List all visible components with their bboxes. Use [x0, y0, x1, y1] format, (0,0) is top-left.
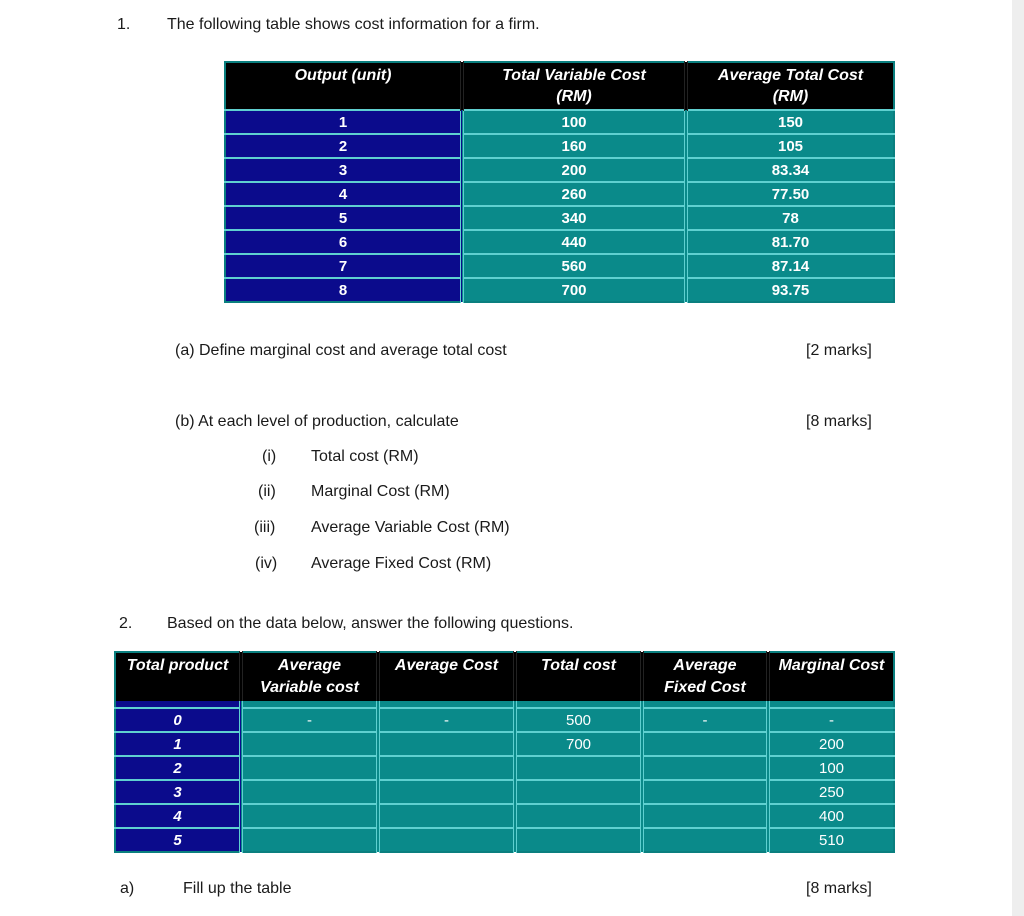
mc-cell: 250 — [768, 780, 894, 804]
tvc-cell: 440 — [462, 230, 686, 254]
ac-cell — [378, 804, 515, 828]
output-cell: 3 — [225, 158, 462, 182]
atc-cell: 81.70 — [686, 230, 894, 254]
atc-cell: 93.75 — [686, 278, 894, 302]
ac-cell: - — [378, 708, 515, 732]
question-1a-text: (a) Define marginal cost and average total cost — [175, 342, 507, 359]
page-edge — [1012, 0, 1024, 916]
tc-cell — [515, 756, 642, 780]
question-2-intro: Based on the data below, answer the following questions. — [167, 615, 574, 632]
subitem-number: (iii) — [254, 519, 276, 536]
afc-cell — [642, 780, 768, 804]
ac-cell — [378, 732, 515, 756]
avc-cell — [241, 804, 378, 828]
table-row — [225, 134, 894, 158]
header-average-total-cost: Average Total Cost (RM) — [686, 62, 894, 110]
header-output: Output (unit) — [225, 62, 462, 110]
tvc-cell: 100 — [462, 110, 686, 134]
total-product-cell: 2 — [115, 756, 241, 780]
question-2a-text: Fill up the table — [183, 880, 292, 897]
avc-cell: - — [241, 708, 378, 732]
question-1-number: 1. — [117, 16, 131, 33]
table-spacer-row — [115, 701, 894, 708]
cost-table — [224, 61, 895, 303]
output-cell: 5 — [225, 206, 462, 230]
atc-cell: 150 — [686, 110, 894, 134]
output-cell: 2 — [225, 134, 462, 158]
product-cost-table-header — [115, 652, 894, 701]
question-1b-marks: [8 marks] — [806, 413, 872, 430]
atc-cell: 105 — [686, 134, 894, 158]
question-2-number: 2. — [119, 615, 133, 632]
tvc-cell: 340 — [462, 206, 686, 230]
tc-cell — [515, 828, 642, 852]
header-average-fixed-cost: Average Fixed Cost — [642, 652, 768, 701]
tvc-cell: 200 — [462, 158, 686, 182]
output-cell: 7 — [225, 254, 462, 278]
afc-cell — [642, 828, 768, 852]
ac-cell — [378, 828, 515, 852]
avc-cell — [241, 780, 378, 804]
subitem-number: (ii) — [258, 483, 276, 500]
table-row — [225, 110, 894, 134]
mc-cell: 400 — [768, 804, 894, 828]
afc-cell — [642, 804, 768, 828]
tvc-cell: 560 — [462, 254, 686, 278]
output-cell: 8 — [225, 278, 462, 302]
table-row — [225, 254, 894, 278]
mc-cell: - — [768, 708, 894, 732]
output-cell: 4 — [225, 182, 462, 206]
tc-cell — [515, 780, 642, 804]
header-total-cost: Total cost — [515, 652, 642, 701]
atc-cell: 83.34 — [686, 158, 894, 182]
table-row — [225, 278, 894, 302]
mc-cell: 100 — [768, 756, 894, 780]
question-1a-marks: [2 marks] — [806, 342, 872, 359]
product-cost-table — [114, 651, 895, 853]
afc-cell: - — [642, 708, 768, 732]
total-product-cell: 5 — [115, 828, 241, 852]
atc-cell: 87.14 — [686, 254, 894, 278]
table-row — [115, 828, 894, 852]
atc-cell: 78 — [686, 206, 894, 230]
tc-cell: 500 — [515, 708, 642, 732]
subitem-text: Marginal Cost (RM) — [311, 483, 450, 500]
total-product-cell: 3 — [115, 780, 241, 804]
header-average-variable-cost: Average Variable cost — [241, 652, 378, 701]
afc-cell — [642, 756, 768, 780]
avc-cell — [241, 732, 378, 756]
subitem-number: (i) — [262, 448, 277, 465]
header-total-product: Total product — [115, 652, 241, 701]
ac-cell — [378, 756, 515, 780]
afc-cell — [642, 732, 768, 756]
question-2a-marks: [8 marks] — [806, 880, 872, 897]
question-1b-text: (b) At each level of production, calculate — [175, 413, 459, 430]
question-1-intro: The following table shows cost information for a firm. — [167, 16, 540, 33]
tc-cell: 700 — [515, 732, 642, 756]
question-2a-label: a) — [120, 880, 135, 897]
table-row — [115, 780, 894, 804]
avc-cell — [241, 828, 378, 852]
table-row — [115, 732, 894, 756]
tc-cell — [515, 804, 642, 828]
mc-cell: 200 — [768, 732, 894, 756]
subitem-number: (iv) — [255, 555, 278, 572]
header-total-variable-cost: Total Variable Cost (RM) — [462, 62, 686, 110]
table-row — [115, 708, 894, 732]
avc-cell — [241, 756, 378, 780]
header-average-cost: Average Cost — [378, 652, 515, 701]
tvc-cell: 260 — [462, 182, 686, 206]
table-row — [225, 182, 894, 206]
ac-cell — [378, 780, 515, 804]
tvc-cell: 160 — [462, 134, 686, 158]
table-row — [225, 206, 894, 230]
subitem-text: Average Variable Cost (RM) — [311, 519, 510, 536]
table-row — [225, 158, 894, 182]
header-marginal-cost: Marginal Cost — [768, 652, 894, 701]
output-cell: 6 — [225, 230, 462, 254]
output-cell: 1 — [225, 110, 462, 134]
subitem-text: Total cost (RM) — [311, 448, 419, 465]
atc-cell: 77.50 — [686, 182, 894, 206]
total-product-cell: 1 — [115, 732, 241, 756]
total-product-cell: 4 — [115, 804, 241, 828]
total-product-cell: 0 — [115, 708, 241, 732]
mc-cell: 510 — [768, 828, 894, 852]
tvc-cell: 700 — [462, 278, 686, 302]
table-row — [115, 756, 894, 780]
table-row — [225, 230, 894, 254]
cost-table-header — [225, 62, 894, 110]
table-row — [115, 804, 894, 828]
subitem-text: Average Fixed Cost (RM) — [311, 555, 492, 572]
